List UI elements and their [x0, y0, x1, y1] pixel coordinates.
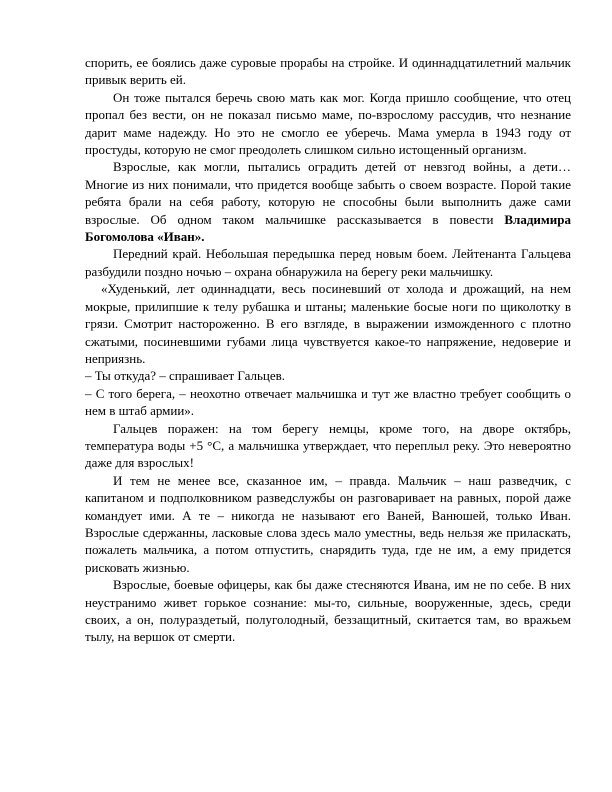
document-body [85, 54, 571, 646]
paragraph-6-dialogue: – Ты откуда? – спрашивает Гальцев. [85, 368, 286, 384]
paragraph-1: спорить, ее боялись даже суровые прорабы на стройке. И одиннадцатилетний мальчик привык верить ей. [85, 55, 571, 88]
paragraph-4: Передний край. Небольшая передышка перед новым боем. Лейтенанта Гальцева разбудили поздно ночью – охрана обнаружила на берегу реки мальчишку. [85, 246, 571, 279]
paragraph-9: И тем не менее все, сказанное им, – правда. Мальчик – наш разведчик, с капитаном и подполковником разведслужбы он разговаривает на равных, порой даже командует ими. А те – никогда не называют его Ваней, Ванюшей, только Иван. Взрослые сдержанны, ласковые слова здесь мало уместны, ведь нельзя же приласкать, пожалеть мальчика, а потом отпустить, снарядить туда, где не им, а ему придется рисковать жизнью. [85, 472, 571, 575]
paragraph-8: Гальцев поражен: на том берегу немцы, кроме того, на дворе октябрь, температура воды +5 °С, а мальчишка утверждает, что переплыл реку. Это невероятно даже для взрослых! [85, 420, 571, 471]
paragraph-2: Он тоже пытался беречь свою мать как мог. Когда пришло сообщение, что отец пропал без вести, он не показал письмо маме, по-взрослому рассудив, что незнание дарит маме надежду. Но это не смогло ее уберечь. Мама умерла в 1943 году от простуды, которую не смог преодолеть слишком сильно истощенный организм. [85, 89, 571, 158]
paragraph-7-dialogue: – С того берега, – неохотно отвечает мальчишка и тут же властно требует сообщить о нем в штаб армии». [85, 385, 571, 419]
paragraph-3 [85, 158, 571, 245]
paragraph-5-quote: «Худенький, лет одиннадцати, весь посиневший от холода и дрожащий, на нем мокрые, прилипшие к телу рубашка и штаны; маленькие босые ноги по щиколотку в грязи. Смотрит настороженно. В его взгляде, в выражении изможденного с плотно сжатыми, посиневшими губами лица чувствуется какое-то напряжение, недоверие и неприязнь. [85, 281, 571, 366]
paragraph-3-text: Взрослые, как могли, пытались оградить детей от невзгод войны, а дети… Многие из них понимали, что придется вообще забыть о своем возрасте. Порой такие ребята брали на себя работу, которую не способны были выполнить даже сами взрослые. Об одном таком мальчишке рассказывается в повести [85, 159, 571, 227]
paragraph-3-bold-citation: Владимира Богомолова «Иван». [85, 211, 571, 245]
paragraph-10: Взрослые, боевые офицеры, как бы даже стесняются Ивана, им не по себе. В них неустранимо живет горькое сознание: мы-то, сильные, вооруженные, здесь, среди своих, а он, полураздетый, полуголодный, беззащитный, скитается там, во вражьем тылу, на вершок от смерти. [85, 577, 571, 645]
